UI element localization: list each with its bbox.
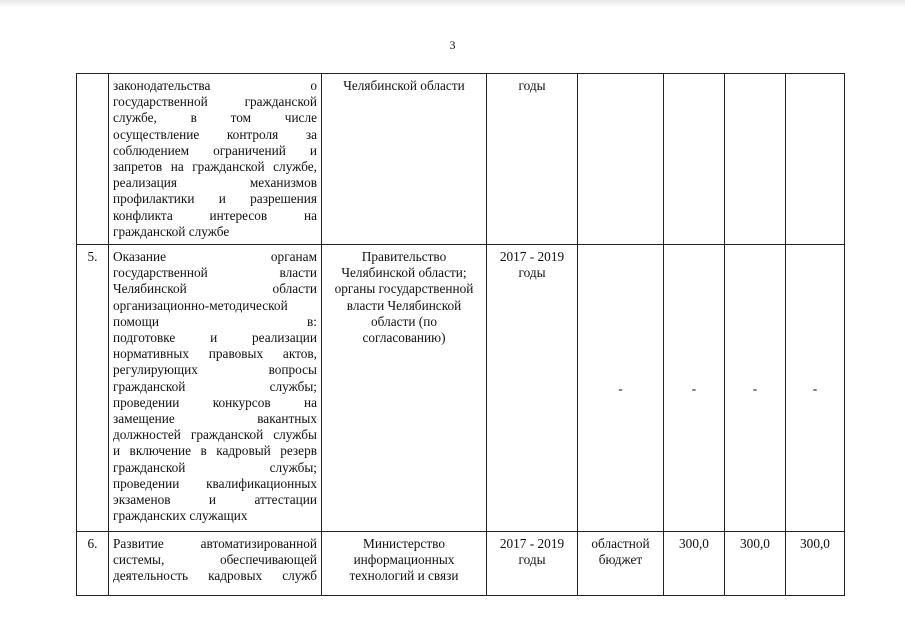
row-executor <box>322 245 487 532</box>
cell-text-line: годы <box>518 552 546 568</box>
row-number: 5. <box>77 245 109 532</box>
cell-text-line: запретов на гражданской службе, <box>113 159 317 175</box>
row-2017 <box>664 74 725 245</box>
scan-edge <box>0 0 905 8</box>
cell-text-line: помощи в: <box>113 313 317 329</box>
row-source: - <box>578 245 664 532</box>
cell-text-line: государственной гражданской <box>113 94 317 110</box>
cell-text-line: гражданской службе <box>113 223 230 239</box>
cell-text-line: согласованию) <box>362 330 446 346</box>
cell-text-line: Челябинской области <box>343 78 465 93</box>
row-description <box>109 245 322 532</box>
cell-text-line: годы <box>518 78 546 93</box>
cell-text-line: гражданских служащих <box>113 508 248 524</box>
cell-text-line: государственной власти <box>113 265 317 281</box>
cell-text-line: гражданской службы; <box>113 459 317 475</box>
cell-text-line: и включение в кадровый резерв <box>113 443 317 459</box>
cell-text-line: экзаменов и аттестации <box>113 492 317 508</box>
measures-table <box>76 73 845 596</box>
row-period <box>487 245 578 532</box>
cell-text-line: Оказание органам <box>113 249 317 264</box>
table-row <box>77 245 845 532</box>
row-2017: 300,0 <box>664 532 725 596</box>
row-source <box>578 532 664 596</box>
page-number: 3 <box>449 38 456 52</box>
cell-text-line: нормативных правовых актов, <box>113 346 317 362</box>
cell-text-line: должностей гражданской службы <box>113 427 317 443</box>
row-2017: - <box>664 245 725 532</box>
cell-text-line: соблюдением ограничений и <box>113 142 317 158</box>
cell-text-line: бюджет <box>598 552 643 568</box>
cell-text-line: 2017 - 2019 <box>499 536 565 551</box>
cell-text-line: проведении квалификационных <box>113 475 317 491</box>
row-2019: 300,0 <box>786 532 845 596</box>
cell-text-line: гражданской службы; <box>113 378 317 394</box>
cell-text-line: подготовке и реализации <box>113 330 317 346</box>
row-executor <box>322 532 487 596</box>
cell-text-line: Челябинской области; <box>341 265 467 281</box>
row-description <box>109 532 322 596</box>
cell-text-line: реализация механизмов <box>113 175 317 191</box>
cell-text-line: законодательства о <box>113 78 317 93</box>
cell-text-line: областной <box>591 536 650 551</box>
row-number <box>77 74 109 245</box>
cell-text-line: системы, обеспечивающей <box>113 552 317 568</box>
cell-text-line: Правительство <box>361 249 447 264</box>
row-period <box>487 532 578 596</box>
row-2018: 300,0 <box>725 532 786 596</box>
cell-text-line: профилактики и разрешения <box>113 191 317 207</box>
cell-text-line: Развитие автоматизированной <box>113 536 317 551</box>
row-period <box>487 74 578 245</box>
row-executor <box>322 74 487 245</box>
cell-text-line: области (по <box>371 313 437 329</box>
cell-text-line: организационно-методической <box>113 297 288 313</box>
table-row <box>77 532 845 596</box>
cell-text-line: службе, в том числе <box>113 110 317 126</box>
cell-text-line: Министерство <box>363 536 445 551</box>
cell-text-line: проведении конкурсов на <box>113 394 317 410</box>
cell-text-line: конфликта интересов на <box>113 207 317 223</box>
cell-text-line: власти Челябинской <box>346 297 462 313</box>
cell-text-line: технологий и связи <box>349 568 459 584</box>
row-number: 6. <box>77 532 109 596</box>
row-2018 <box>725 74 786 245</box>
cell-text-line: осуществление контроля за <box>113 126 317 142</box>
cell-text-line: регулирующих вопросы <box>113 362 317 378</box>
cell-text-line: замещение вакантных <box>113 411 317 427</box>
row-description <box>109 74 322 245</box>
row-2019: - <box>786 245 845 532</box>
cell-text-line: Челябинской области <box>113 281 317 297</box>
table-row <box>77 74 845 245</box>
cell-text-line: органы государственной <box>334 281 474 297</box>
cell-text-line: информационных <box>353 552 455 568</box>
row-2019 <box>786 74 845 245</box>
table-body <box>77 74 845 596</box>
cell-text-line: деятельность кадровых служб <box>113 568 317 584</box>
row-2018: - <box>725 245 786 532</box>
cell-text-line: годы <box>518 265 546 281</box>
cell-text-line: 2017 - 2019 <box>499 249 565 264</box>
row-source <box>578 74 664 245</box>
